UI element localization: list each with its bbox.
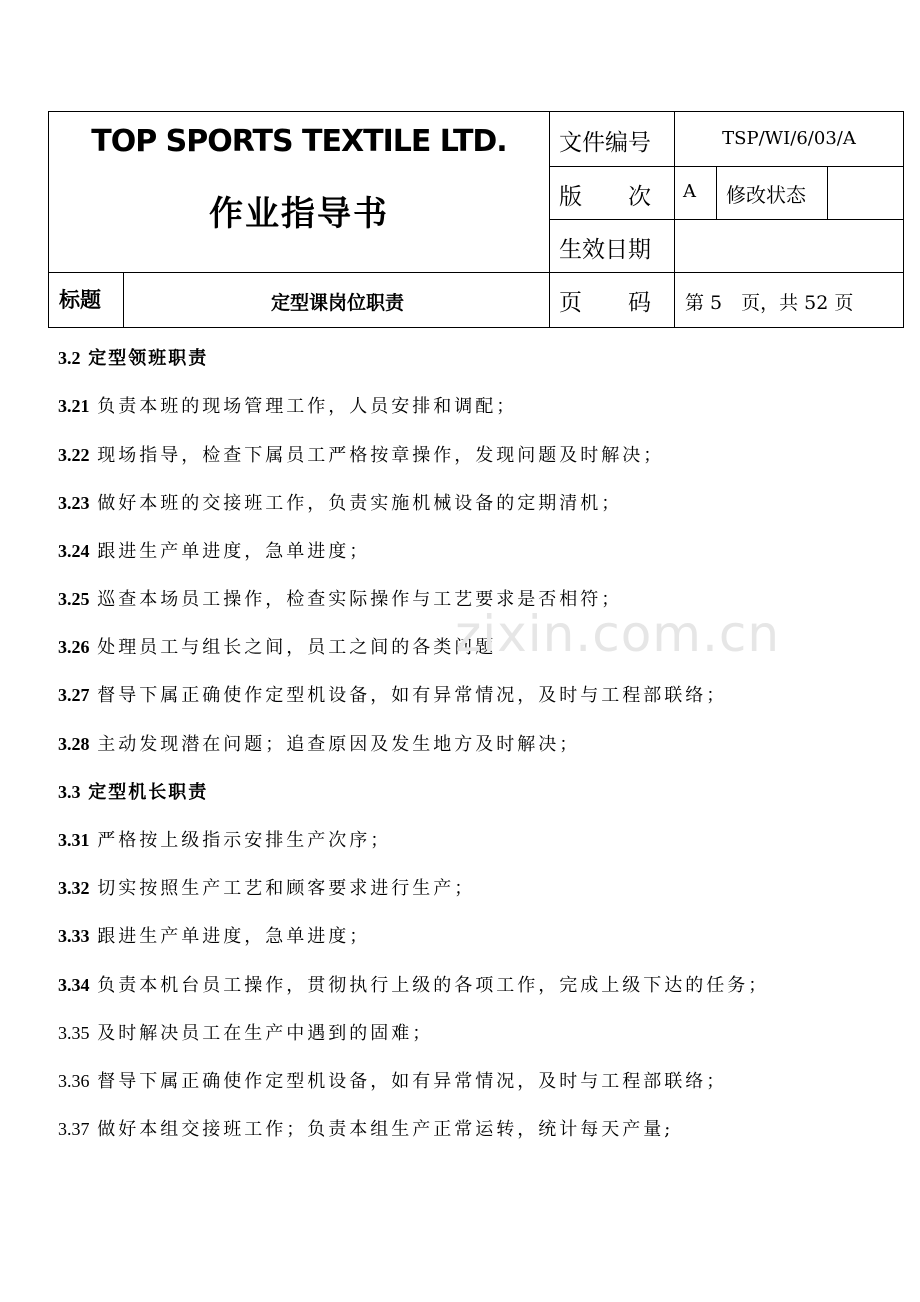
title-value: 定型课岗位职责 [270, 292, 404, 314]
list-item: 3.31 严格按上级指示安排生产次序； [58, 830, 392, 851]
list-item: 3.25 巡查本场员工操作，检查实际操作与工艺要求是否相符； [58, 589, 623, 610]
section-heading: 3.2 定型领班职责 [58, 348, 209, 369]
document-type: 作业指导书 [209, 194, 389, 234]
title-label: 标题 [59, 288, 101, 312]
divider [123, 272, 124, 327]
version-value: A [683, 181, 696, 202]
list-item: 3.33 跟进生产单进度，急单进度； [58, 926, 371, 947]
watermark: zixin.com.cn [455, 605, 781, 663]
list-item: 3.24 跟进生产单进度，急单进度； [58, 541, 371, 562]
list-item: 3.37 做好本组交接班工作；负责本组生产正常运转，统计每天产量; [58, 1119, 674, 1140]
list-item: 3.32 切实按照生产工艺和顾客要求进行生产； [58, 878, 476, 899]
list-item: 3.36 督导下属正确使作定型机设备，如有异常情况，及时与工程部联络； [58, 1071, 728, 1092]
divider [549, 166, 904, 167]
divider [549, 219, 904, 220]
section-heading: 3.3 定型机长职责 [58, 782, 209, 803]
doc-no-value: TSP/WI/6/03/A [722, 128, 856, 149]
list-item: 3.21 负责本班的现场管理工作，人员安排和调配； [58, 396, 518, 417]
divider [716, 166, 717, 219]
list-item: 3.34 负责本机台员工操作，贯彻执行上级的各项工作，完成上级下达的任务； [58, 975, 770, 996]
list-item: 3.23 做好本班的交接班工作，负责实施机械设备的定期清机； [58, 493, 623, 514]
revision-label: 修改状态 [726, 183, 806, 207]
version-label: 版 次 [559, 184, 651, 210]
company-name: TOP SPORTS TEXTILE LTD. [91, 124, 507, 159]
effective-date-label: 生效日期 [559, 237, 651, 263]
list-item: 3.22 现场指导，检查下属员工严格按章操作，发现问题及时解决； [58, 445, 665, 466]
list-item: 3.26 处理员工与组长之间，员工之间的各类问题 [58, 637, 497, 658]
list-item: 3.35 及时解决员工在生产中遇到的固难； [58, 1023, 434, 1044]
list-item: 3.28 主动发现潜在问题；追查原因及发生地方及时解决； [58, 734, 581, 755]
divider [49, 272, 904, 273]
page-label: 页 码 [559, 290, 651, 316]
page-number: 第 5 页，共 52 页 [685, 292, 854, 314]
doc-no-label: 文件编号 [559, 130, 651, 156]
header-table [48, 111, 904, 328]
divider [827, 166, 828, 219]
list-item: 3.27 督导下属正确使作定型机设备，如有异常情况，及时与工程部联络； [58, 685, 728, 706]
